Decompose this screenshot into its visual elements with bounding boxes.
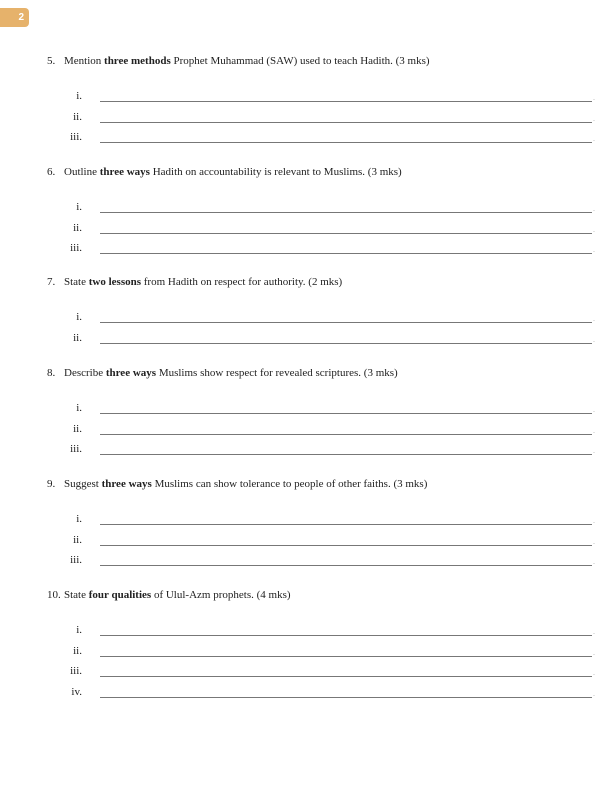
question-keyword: three methods: [104, 55, 171, 67]
question-text-pre: State: [64, 276, 89, 288]
answer-row: [0, 513, 612, 527]
answer-numeral: i.: [76, 513, 82, 525]
answer-numeral: iii.: [70, 665, 82, 677]
answer-row: [0, 665, 612, 679]
question-text: [47, 55, 430, 67]
answer-numeral: ii.: [73, 422, 82, 435]
answer-numeral: iii.: [70, 242, 82, 254]
question-number: 8.: [47, 367, 56, 379]
question-keyword: three ways: [99, 166, 150, 178]
question-text-pre: Mention: [64, 55, 105, 67]
question-keyword: two lessons: [88, 276, 142, 288]
question-number: 5.: [47, 55, 56, 67]
answer-line[interactable]: [100, 233, 592, 234]
answer-row: [0, 131, 612, 145]
answer-row: [0, 90, 612, 104]
question-text-post: from Hadith on respect for authority. (2 mks): [141, 276, 343, 288]
answer-line[interactable]: [100, 343, 592, 344]
answer-row: [0, 222, 612, 236]
answer-line[interactable]: [100, 322, 592, 323]
line-end-dot: .: [593, 668, 595, 677]
answer-line[interactable]: [100, 413, 592, 414]
line-end-dot: .: [593, 334, 595, 344]
question-text: [47, 166, 402, 178]
line-end-dot: .: [593, 516, 595, 525]
answer-row: [0, 201, 612, 215]
answer-row: [0, 423, 612, 437]
answer-numeral: ii.: [73, 331, 82, 344]
answer-line[interactable]: [100, 253, 592, 254]
answer-line[interactable]: [100, 101, 592, 102]
question-number: 10.: [47, 589, 61, 601]
line-end-dot: .: [593, 245, 595, 254]
question-text-post: Muslims can show tolerance to people of other faiths. (3 mks): [151, 478, 428, 490]
answer-row: [0, 534, 612, 548]
line-end-dot: .: [593, 314, 595, 323]
line-end-dot: .: [593, 647, 595, 657]
line-end-dot: .: [593, 425, 595, 435]
answer-numeral: ii.: [73, 644, 82, 657]
answer-numeral: iii.: [70, 554, 82, 566]
answer-row: [0, 624, 612, 638]
question-keyword: four qualities: [88, 589, 152, 601]
question-text-pre: Describe: [64, 367, 106, 379]
answer-line[interactable]: [100, 454, 592, 455]
answer-numeral: ii.: [73, 221, 82, 234]
answer-numeral: iii.: [70, 443, 82, 455]
answer-numeral: ii.: [73, 533, 82, 546]
answer-numeral: i.: [76, 402, 82, 414]
answer-row: [0, 554, 612, 568]
question-keyword: three ways: [101, 478, 152, 490]
line-end-dot: .: [593, 557, 595, 566]
answer-row: [0, 242, 612, 256]
question-text-post: Prophet Muhammad (SAW) used to teach Hadith. (3 mks): [170, 55, 430, 67]
answer-line[interactable]: [100, 565, 592, 566]
question-text-pre: State: [64, 589, 89, 601]
line-end-dot: .: [593, 405, 595, 414]
line-end-dot: .: [593, 446, 595, 455]
question-text-post: of Ulul-Azm prophets. (4 mks): [151, 589, 291, 601]
page-number-badge: 2: [0, 8, 29, 27]
answer-numeral: i.: [76, 311, 82, 323]
answer-row: [0, 402, 612, 416]
question-text: [47, 276, 342, 288]
line-end-dot: .: [593, 93, 595, 102]
answer-line[interactable]: [100, 545, 592, 546]
answer-line[interactable]: [100, 635, 592, 636]
answer-numeral: iv.: [71, 685, 82, 698]
answer-line[interactable]: [100, 122, 592, 123]
question-number: 9.: [47, 478, 56, 490]
answer-numeral: i.: [76, 201, 82, 213]
question-text-post: Muslims show respect for revealed scriptures. (3 mks): [156, 367, 398, 379]
answer-row: [0, 311, 612, 325]
answer-row: [0, 111, 612, 125]
answer-numeral: i.: [76, 624, 82, 636]
question-number: 7.: [47, 276, 56, 288]
question-text-post: Hadith on accountability is relevant to Muslims. (3 mks): [149, 166, 402, 178]
line-end-dot: .: [593, 134, 595, 143]
question-keyword: three ways: [105, 367, 157, 379]
line-end-dot: .: [593, 204, 595, 213]
line-end-dot: .: [593, 536, 595, 546]
question-text-pre: Outline: [64, 166, 100, 178]
answer-row: [0, 686, 612, 700]
answer-numeral: iii.: [70, 131, 82, 143]
answer-line[interactable]: [100, 524, 592, 525]
question-text: [47, 478, 427, 490]
answer-row: [0, 645, 612, 659]
question-number: 6.: [47, 166, 56, 178]
answer-line[interactable]: [100, 212, 592, 213]
answer-row: [0, 443, 612, 457]
question-text-pre: Suggest: [64, 478, 102, 490]
answer-row: [0, 332, 612, 346]
answer-line[interactable]: [100, 434, 592, 435]
answer-numeral: ii.: [73, 110, 82, 123]
line-end-dot: .: [593, 627, 595, 636]
line-end-dot: .: [593, 688, 595, 698]
answer-line[interactable]: [100, 142, 592, 143]
line-end-dot: .: [593, 224, 595, 234]
question-text: [47, 589, 291, 601]
answer-line[interactable]: [100, 656, 592, 657]
answer-line[interactable]: [100, 697, 592, 698]
answer-line[interactable]: [100, 676, 592, 677]
line-end-dot: .: [593, 113, 595, 123]
answer-numeral: i.: [76, 90, 82, 102]
question-text: [47, 367, 398, 379]
